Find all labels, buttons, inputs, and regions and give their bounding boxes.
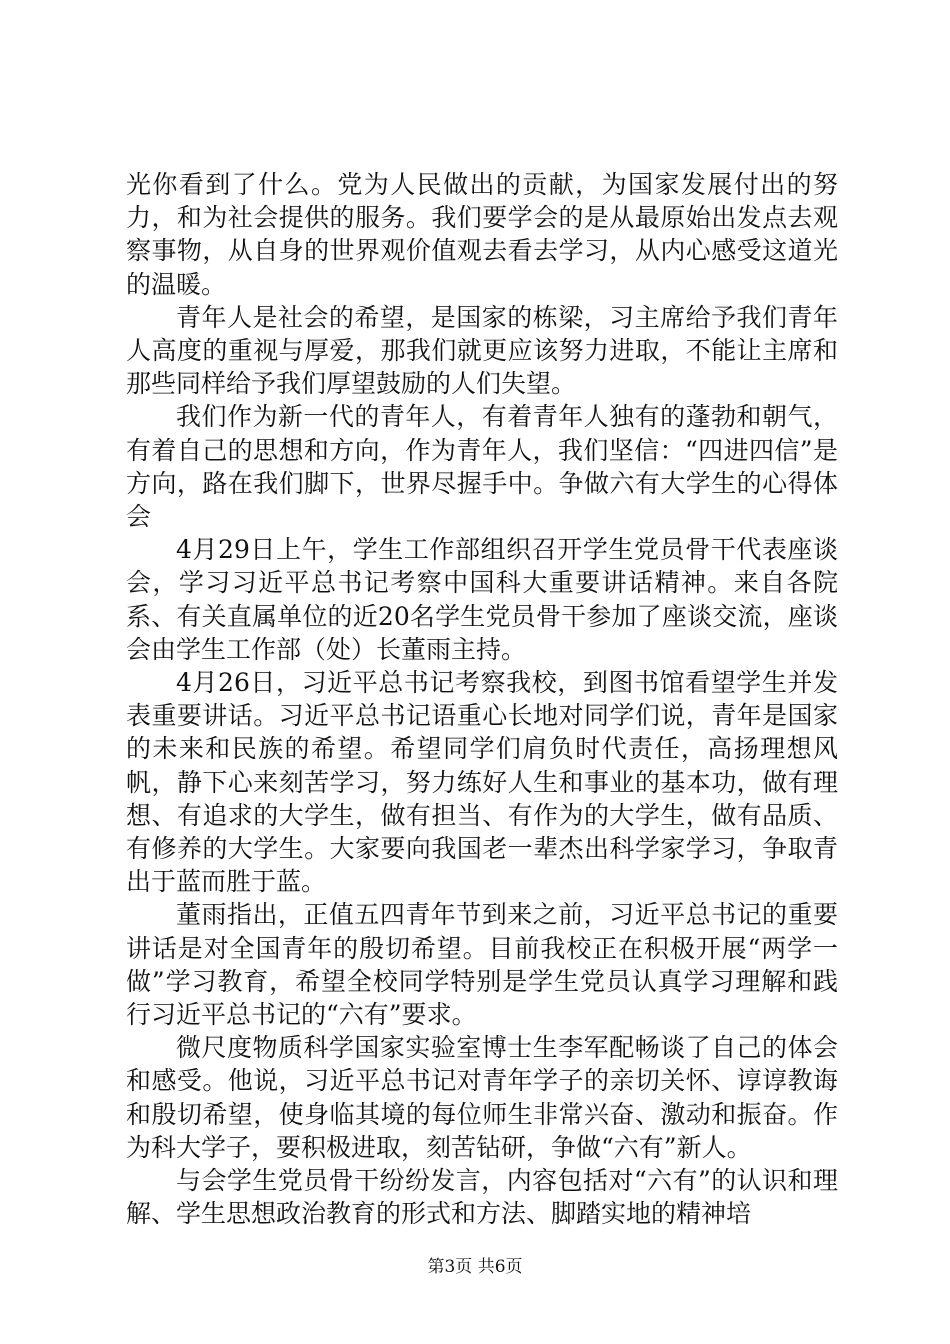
paragraph: 青年人是社会的希望，是国家的栋梁，习主席给予我们青年人高度的重视与厚爱，那我们就更应该努力进取，不能让主席和那些同样给予我们厚望鼓励的人们失望。 bbox=[126, 302, 838, 399]
paragraph-continuation: 光你看到了什么。党为人民做出的贡献，为国家发展付出的努力，和为社会提供的服务。我们要学会的是从最原始出发点去观察事物，从自身的世界观价值观去看去学习，从内心感受这道光的温暖。 bbox=[126, 170, 838, 299]
page-number: 第3页 共6页 bbox=[427, 1257, 523, 1277]
page-footer bbox=[0, 1256, 950, 1278]
paragraph: 与会学生党员骨干纷纷发言，内容包括对“六有”的认识和理解、学生思想政治教育的形式和方法、脚踏实地的精神培 bbox=[126, 1166, 838, 1229]
paragraph: 董雨指出，正值五四青年节到来之前，习近平总书记的重要讲话是对全国青年的殷切希望。目前我校正在积极开展“两学一做”学习教育，希望全校同学特别是学生党员认真学习理解和践行习近平总书记的“六有”要求。 bbox=[126, 900, 838, 1030]
paragraph: 我们作为新一代的青年人，有着青年人独有的蓬勃和朝气，有着自己的思想和方向，作为青年人，我们坚信：“四进四信”是方向，路在我们脚下，世界尽握手中。争做六有大学生的心得体会 bbox=[126, 402, 838, 532]
paragraph: 4月29日上午，学生工作部组织召开学生党员骨干代表座谈会，学习习近平总书记考察中国科大重要讲话精神。来自各院系、有关直属单位的近20名学生党员骨干参加了座谈交流，座谈会由学生工作部（处）长董雨主持。 bbox=[126, 535, 838, 664]
document-body bbox=[126, 168, 838, 1231]
paragraph: 4月26日，习近平总书记考察我校，到图书馆看望学生并发表重要讲话。习近平总书记语重心长地对同学们说，青年是国家的未来和民族的希望。希望同学们肩负时代责任，高扬理想风帆，静下心来刻苦学习，努力练好人生和事业的基本功，做有理想、有追求的大学生，做有担当、有作为的大学生，做有品质、有修养的大学生。大家要向我国老一辈杰出科学家学习，争取青出于蓝而胜于蓝。 bbox=[126, 668, 838, 897]
paragraph: 微尺度物质科学国家实验室博士生李军配畅谈了自己的体会和感受。他说，习近平总书记对青年学子的亲切关怀、谆谆教诲和殷切希望，使身临其境的每位师生非常兴奋、激动和振奋。作为科大学子，要积极进取，刻苦钻研，争做“六有”新人。 bbox=[126, 1033, 838, 1162]
